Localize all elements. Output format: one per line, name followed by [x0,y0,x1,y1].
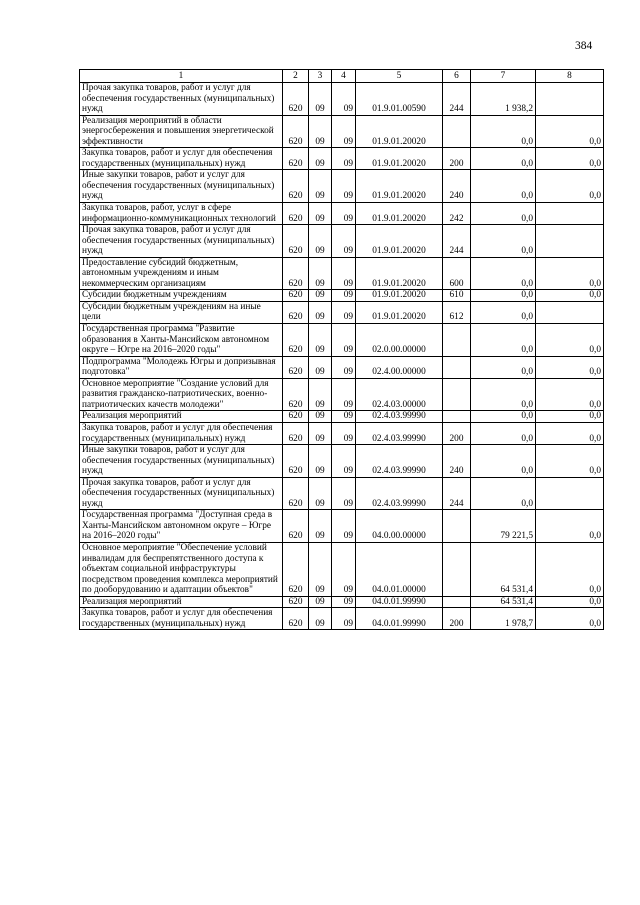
row-section-cell: 09 [309,115,332,148]
row-expense-type-cell: 240 [443,445,471,478]
row-name-cell: Закупка товаров, работ и услуг для обеспечения государственных (муниципальных) нужд [80,148,283,170]
budget-table [79,69,604,630]
row-amount-cell: 0,0 [471,477,536,510]
row-section-cell: 09 [309,445,332,478]
table-row [80,596,604,608]
row-subsection-cell: 09 [332,422,356,444]
column-header: 4 [332,70,356,83]
row-target-article-cell: 01.9.01.20020 [356,115,443,148]
column-header: 1 [80,70,283,83]
row-section-cell: 09 [309,225,332,258]
row-amount-2-cell: 0,0 [536,324,604,357]
row-amount-cell: 0,0 [471,148,536,170]
row-section-cell: 09 [309,411,332,423]
row-ministry-code-cell: 620 [283,608,309,630]
column-header: 5 [356,70,443,83]
row-section-cell: 09 [309,83,332,116]
row-ministry-code-cell: 620 [283,477,309,510]
row-ministry-code-cell: 620 [283,411,309,423]
row-amount-cell: 0,0 [471,170,536,203]
row-target-article-cell: 01.9.01.20020 [356,257,443,290]
row-ministry-code-cell: 620 [283,290,309,302]
row-expense-type-cell: 200 [443,608,471,630]
row-subsection-cell: 09 [332,148,356,170]
header-row [80,70,604,83]
table-row [80,324,604,357]
row-subsection-cell: 09 [332,170,356,203]
table-body [80,83,604,630]
row-target-article-cell: 01.9.01.20020 [356,225,443,258]
row-target-article-cell: 02.4.03.00000 [356,378,443,411]
row-amount-2-cell: 0,0 [536,608,604,630]
table-row [80,510,604,543]
row-amount-cell: 64 531,4 [471,542,536,596]
row-amount-cell: 0,0 [471,301,536,323]
row-subsection-cell: 09 [332,203,356,225]
row-expense-type-cell: 200 [443,148,471,170]
row-ministry-code-cell: 620 [283,148,309,170]
row-ministry-code-cell: 620 [283,596,309,608]
row-expense-type-cell [443,115,471,148]
row-amount-cell: 0,0 [471,356,536,378]
row-subsection-cell: 09 [332,324,356,357]
row-amount-2-cell [536,83,604,116]
row-amount-cell: 0,0 [471,324,536,357]
row-target-article-cell: 02.4.00.00000 [356,356,443,378]
row-name-cell: Закупка товаров, работ, услуг в сфере информационно-коммуникационных технологий [80,203,283,225]
row-ministry-code-cell: 620 [283,356,309,378]
row-amount-cell: 0,0 [471,378,536,411]
row-amount-cell: 0,0 [471,422,536,444]
table-row [80,203,604,225]
table-row [80,477,604,510]
column-header: 3 [309,70,332,83]
table-row [80,148,604,170]
table-row [80,301,604,323]
row-section-cell: 09 [309,290,332,302]
row-section-cell: 09 [309,356,332,378]
row-subsection-cell: 09 [332,542,356,596]
row-ministry-code-cell: 620 [283,115,309,148]
row-amount-cell: 0,0 [471,115,536,148]
row-amount-cell: 1 978,7 [471,608,536,630]
row-ministry-code-cell: 620 [283,510,309,543]
column-header: 7 [471,70,536,83]
row-ministry-code-cell: 620 [283,324,309,357]
row-amount-cell: 0,0 [471,290,536,302]
column-header: 8 [536,70,604,83]
row-ministry-code-cell: 620 [283,422,309,444]
row-amount-2-cell: 0,0 [536,115,604,148]
row-ministry-code-cell: 620 [283,542,309,596]
row-subsection-cell: 09 [332,115,356,148]
row-expense-type-cell: 200 [443,422,471,444]
row-ministry-code-cell: 620 [283,378,309,411]
row-expense-type-cell [443,324,471,357]
row-section-cell: 09 [309,542,332,596]
row-ministry-code-cell: 620 [283,83,309,116]
row-name-cell: Прочая закупка товаров, работ и услуг для обеспечения государственных (муниципальных) нужд [80,83,283,116]
row-name-cell: Закупка товаров, работ и услуг для обеспечения государственных (муниципальных) нужд [80,608,283,630]
row-amount-2-cell [536,301,604,323]
row-name-cell: Иные закупки товаров, работ и услуг для обеспечения государственных (муниципальных) нужд [80,445,283,478]
row-name-cell: Субсидии бюджетным учреждениям [80,290,283,302]
table-row [80,378,604,411]
row-target-article-cell: 01.9.01.20020 [356,170,443,203]
row-target-article-cell: 01.9.01.20020 [356,290,443,302]
row-name-cell: Реализация мероприятий в области энергосбережения и повышения энергетической эффективности [80,115,283,148]
row-name-cell: Закупка товаров, работ и услуг для обеспечения государственных (муниципальных) нужд [80,422,283,444]
row-amount-2-cell: 0,0 [536,596,604,608]
row-target-article-cell: 02.4.03.99990 [356,422,443,444]
row-expense-type-cell: 240 [443,170,471,203]
row-amount-2-cell: 0,0 [536,510,604,543]
row-subsection-cell: 09 [332,356,356,378]
row-target-article-cell: 04.0.00.00000 [356,510,443,543]
row-section-cell: 09 [309,422,332,444]
column-header: 6 [443,70,471,83]
row-subsection-cell: 09 [332,301,356,323]
row-amount-cell: 0,0 [471,411,536,423]
row-target-article-cell: 04.0.01.99990 [356,608,443,630]
row-amount-cell: 0,0 [471,203,536,225]
table-row [80,422,604,444]
row-target-article-cell: 01.9.01.20020 [356,148,443,170]
row-section-cell: 09 [309,170,332,203]
row-name-cell: Основное мероприятие "Обеспечение условий инвалидам для беспрепятственного доступа к объектам социальной инфраструктуры посредством проведения комплекса мероприятий по дооборудованию и адаптации объектов" [80,542,283,596]
row-amount-cell: 1 938,2 [471,83,536,116]
row-section-cell: 09 [309,378,332,411]
row-subsection-cell: 09 [332,510,356,543]
row-expense-type-cell [443,411,471,423]
row-subsection-cell: 09 [332,83,356,116]
row-section-cell: 09 [309,596,332,608]
row-amount-2-cell: 0,0 [536,356,604,378]
row-ministry-code-cell: 620 [283,257,309,290]
row-section-cell: 09 [309,148,332,170]
row-target-article-cell: 02.4.03.99990 [356,477,443,510]
column-header: 2 [283,70,309,83]
row-target-article-cell: 04.0.01.00000 [356,542,443,596]
row-amount-cell: 0,0 [471,225,536,258]
row-section-cell: 09 [309,324,332,357]
row-name-cell: Прочая закупка товаров, работ и услуг для обеспечения государственных (муниципальных) нужд [80,477,283,510]
row-section-cell: 09 [309,510,332,543]
row-ministry-code-cell: 620 [283,225,309,258]
row-name-cell: Прочая закупка товаров, работ и услуг для обеспечения государственных (муниципальных) нужд [80,225,283,258]
row-target-article-cell: 02.4.03.99990 [356,445,443,478]
row-subsection-cell: 09 [332,378,356,411]
table-row [80,290,604,302]
row-name-cell: Государственная программа "Развитие образования в Ханты-Мансийском автономном округе – Югре на 2016–2020 годы" [80,324,283,357]
row-name-cell: Государственная программа "Доступная среда в Ханты-Мансийском автономном округе – Югре на 2016–2020 годы" [80,510,283,543]
row-section-cell: 09 [309,477,332,510]
row-subsection-cell: 09 [332,411,356,423]
row-name-cell: Субсидии бюджетным учреждениям на иные цели [80,301,283,323]
row-expense-type-cell: 600 [443,257,471,290]
page-number: 384 [575,40,593,52]
row-amount-2-cell: 0,0 [536,422,604,444]
table-row [80,170,604,203]
row-amount-2-cell: 0,0 [536,170,604,203]
row-amount-2-cell: 0,0 [536,445,604,478]
row-subsection-cell: 09 [332,225,356,258]
row-target-article-cell: 02.4.03.99990 [356,411,443,423]
row-target-article-cell: 04.0.01.99990 [356,596,443,608]
row-ministry-code-cell: 620 [283,170,309,203]
row-subsection-cell: 09 [332,290,356,302]
row-expense-type-cell: 612 [443,301,471,323]
row-name-cell: Иные закупки товаров, работ и услуг для обеспечения государственных (муниципальных) нужд [80,170,283,203]
row-subsection-cell: 09 [332,596,356,608]
table-row [80,608,604,630]
row-subsection-cell: 09 [332,257,356,290]
row-amount-cell: 64 531,4 [471,596,536,608]
row-section-cell: 09 [309,257,332,290]
row-expense-type-cell [443,378,471,411]
table-row [80,411,604,423]
row-amount-cell: 0,0 [471,257,536,290]
table-row [80,542,604,596]
row-subsection-cell: 09 [332,477,356,510]
row-amount-2-cell: 0,0 [536,148,604,170]
row-name-cell: Предоставление субсидий бюджетным, автономным учреждениям и иным некоммерческим организациям [80,257,283,290]
table-row [80,356,604,378]
row-ministry-code-cell: 620 [283,301,309,323]
table-row [80,225,604,258]
row-target-article-cell: 01.9.01.00590 [356,83,443,116]
row-amount-2-cell: 0,0 [536,542,604,596]
row-name-cell: Подпрограмма "Молодежь Югры и допризывная подготовка" [80,356,283,378]
row-target-article-cell: 02.0.00.00000 [356,324,443,357]
row-amount-2-cell [536,225,604,258]
table-row [80,83,604,116]
row-target-article-cell: 01.9.01.20020 [356,203,443,225]
row-ministry-code-cell: 620 [283,445,309,478]
row-target-article-cell: 01.9.01.20020 [356,301,443,323]
row-amount-cell: 79 221,5 [471,510,536,543]
table-row [80,257,604,290]
row-expense-type-cell: 244 [443,83,471,116]
row-expense-type-cell: 610 [443,290,471,302]
row-amount-2-cell [536,203,604,225]
row-subsection-cell: 09 [332,608,356,630]
row-name-cell: Реализация мероприятий [80,596,283,608]
row-name-cell: Реализация мероприятий [80,411,283,423]
row-expense-type-cell [443,356,471,378]
row-amount-2-cell: 0,0 [536,257,604,290]
row-section-cell: 09 [309,608,332,630]
table-row [80,115,604,148]
row-subsection-cell: 09 [332,445,356,478]
row-expense-type-cell [443,596,471,608]
table-row [80,445,604,478]
row-expense-type-cell: 244 [443,225,471,258]
row-expense-type-cell: 244 [443,477,471,510]
row-amount-cell: 0,0 [471,445,536,478]
row-section-cell: 09 [309,203,332,225]
row-amount-2-cell [536,477,604,510]
row-expense-type-cell [443,510,471,543]
row-expense-type-cell [443,542,471,596]
row-name-cell: Основное мероприятие "Создание условий для развития гражданско-патриотических, военно-патриотических качеств молодежи" [80,378,283,411]
row-ministry-code-cell: 620 [283,203,309,225]
row-amount-2-cell: 0,0 [536,290,604,302]
row-amount-2-cell: 0,0 [536,411,604,423]
row-amount-2-cell: 0,0 [536,378,604,411]
row-section-cell: 09 [309,301,332,323]
row-expense-type-cell: 242 [443,203,471,225]
